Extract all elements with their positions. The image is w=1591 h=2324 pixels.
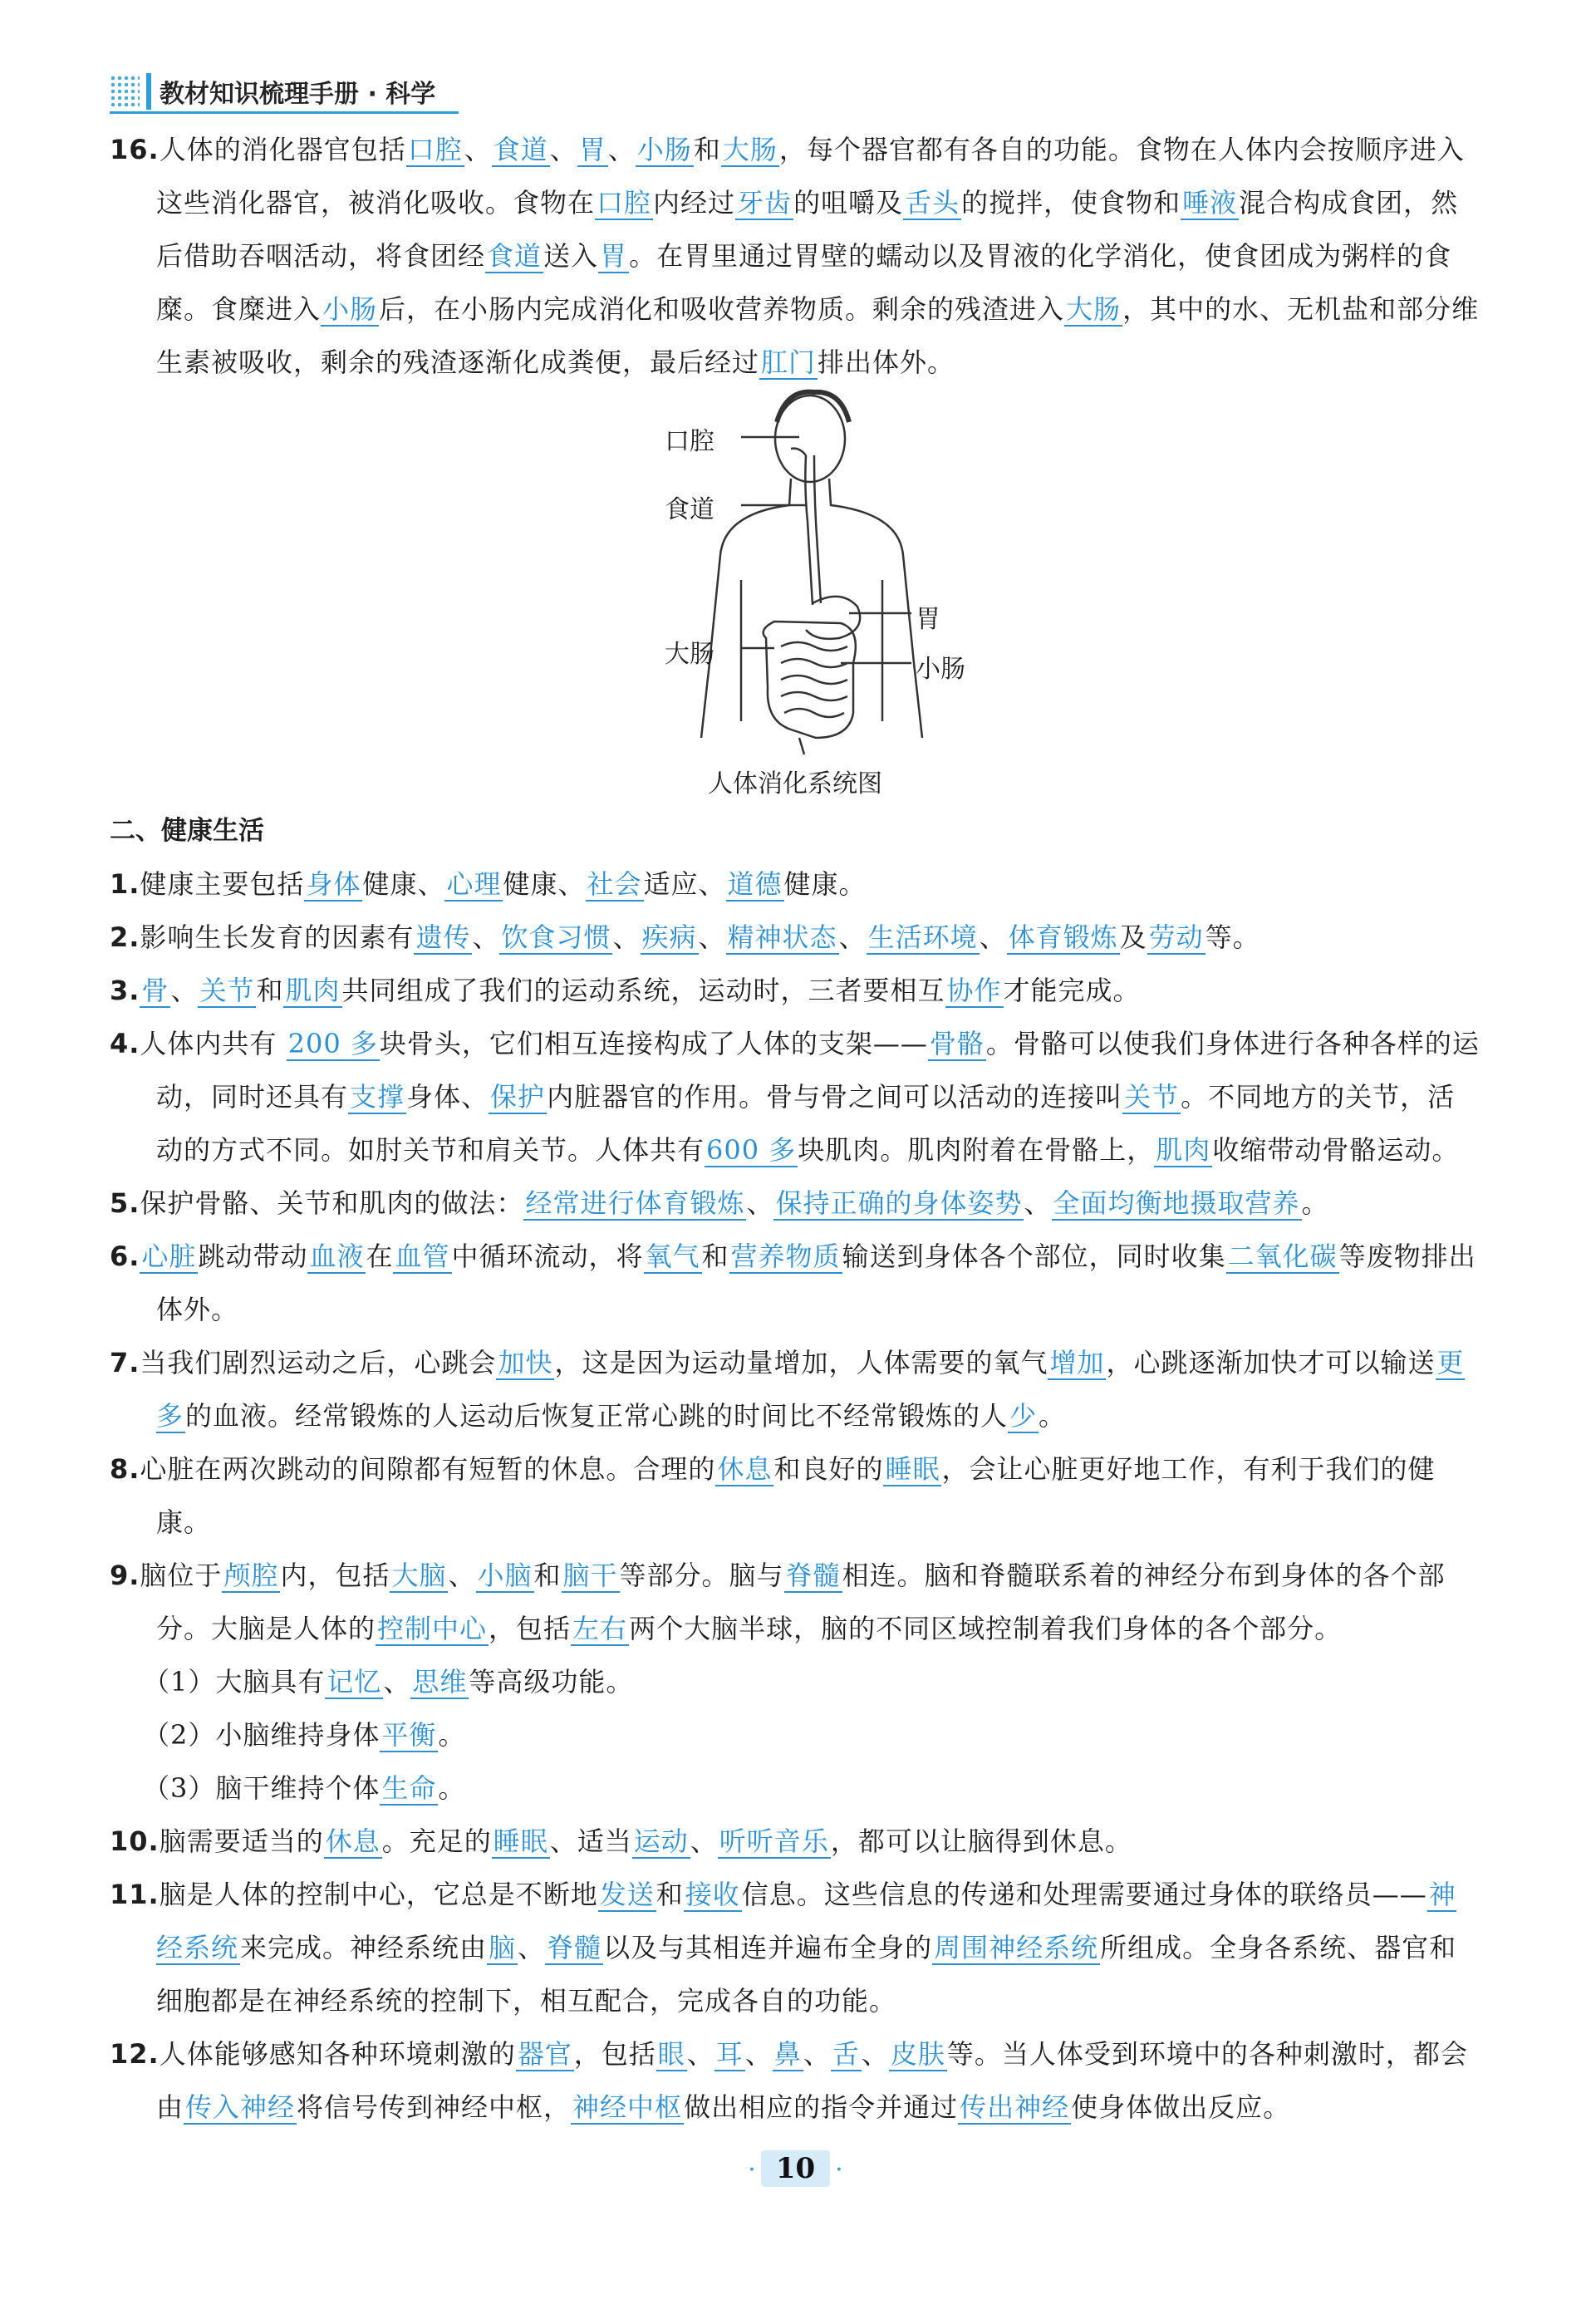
figure-caption: 人体消化系统图 [708, 769, 882, 798]
answer: 身体 [306, 868, 361, 900]
item-3: 3.骨、关节和肌肉共同组成了我们的运动系统，运动时，三者要相互协作才能完成。 [110, 975, 1141, 1006]
answer: 休息 [325, 1825, 381, 1857]
answer: 舌 [832, 2038, 860, 2070]
answer: 神经中枢 [572, 2091, 683, 2123]
answer: 脑干 [562, 1560, 618, 1591]
answer: 听听音乐 [719, 1825, 829, 1857]
answer: 协作 [946, 975, 1002, 1006]
label-mouth: 口腔 [665, 427, 714, 456]
answer: 社会 [587, 868, 642, 900]
answer: 氧气 [645, 1241, 700, 1272]
answer: 睡眠 [885, 1453, 940, 1485]
answer: 保持正确的身体姿势 [775, 1187, 1023, 1219]
answer: 生活环境 [867, 921, 978, 953]
answer: 脊髓 [785, 1560, 841, 1591]
answer: 全面均衡地摄取营养 [1053, 1187, 1300, 1219]
header-underline [110, 111, 459, 114]
answer: 平衡 [381, 1719, 437, 1751]
answer: 皮肤 [890, 2038, 945, 2070]
answer: 关节 [1124, 1081, 1180, 1113]
item-9: 9.脑位于颅腔内，包括大脑、小脑和脑干等部分。脑与脊髓相连。脑和脊髓联系着的神经分布到身体的各个部分。大脑是人体的控制中心，包括左右两个大脑半球，脑的不同区域控制着我们身体的各个部分。 [110, 1560, 1446, 1644]
answer: 接收 [685, 1879, 740, 1910]
answer: 营养物质 [730, 1241, 841, 1272]
answer: 运动 [633, 1825, 689, 1857]
answer: 鼻 [773, 2038, 802, 2070]
page-header [110, 70, 435, 113]
item-11: 11.脑是人体的控制中心，它总是不断地发送和接收信息。这些信息的传递和处理需要通过身体的联络员——神经系统来完成。神经系统由脑、脊髓以及与其相连并遍布全身的周围神经系统所组成。全身各系统、器官和细胞都是在神经系统的控制下，相互配合，完成各自的功能。 [110, 1879, 1457, 2017]
answer: 脊髓 [547, 1932, 602, 1963]
label-small-intestine: 小肠 [916, 655, 965, 684]
answer: 600 多 [706, 1134, 797, 1166]
answer: 遗传 [415, 921, 471, 953]
page-content [110, 123, 1481, 2134]
answer: 记忆 [327, 1666, 382, 1698]
answer: 支撑 [350, 1081, 405, 1113]
answer: 心脏 [141, 1241, 197, 1272]
answer: 肌肉 [285, 975, 341, 1006]
answer: 思维 [412, 1666, 468, 1698]
answer: 休息 [717, 1453, 773, 1485]
item-9-sub-3: （3）脑干维持个体生命。 [143, 1772, 466, 1804]
answer: 大脑 [391, 1560, 447, 1591]
answer: 200 多 [287, 1028, 378, 1059]
item-12: 12.人体能够感知各种环境刺激的器官，包括眼、耳、鼻、舌、皮肤等。当人体受到环境中的各种刺激时，都会由传入神经将信号传到神经中枢，神经中枢做出相应的指令并通过传出神经使身体做出反应。 [110, 2038, 1468, 2123]
answer: 口腔 [597, 187, 652, 219]
answer: 加快 [498, 1347, 553, 1378]
answer: 颅腔 [223, 1560, 279, 1591]
item-2: 2.影响生长发育的因素有遗传、饮食习惯、疾病、精神状态、生活环境、体育锻炼及劳动等。 [110, 921, 1260, 953]
answer: 小肠 [322, 293, 378, 325]
answer: 关节 [199, 975, 255, 1006]
item-1: 1.健康主要包括身体健康、心理健康、社会适应、道德健康。 [110, 868, 867, 900]
answer: 心理 [446, 868, 502, 900]
dot-grid-icon [110, 75, 140, 108]
answer: 道德 [727, 868, 783, 900]
item-10: 10.脑需要适当的休息。充足的睡眠、适当运动、听听音乐，都可以让脑得到休息。 [110, 1825, 1132, 1857]
section-title: 二、健康生活 [110, 816, 264, 846]
item-7: 7.当我们剧烈运动之后，心跳会加快，这是因为运动量增加，人体需要的氧气增加，心跳逐渐加快才可以输送更多的血液。经常锻炼的人运动后恢复正常心跳的时间比不经常锻炼的人少。 [110, 1347, 1465, 1432]
answer: 小脑 [477, 1560, 533, 1591]
answer: 肌肉 [1156, 1134, 1211, 1166]
answer: 增加 [1049, 1347, 1105, 1378]
item-9-sub-1: （1）大脑具有记忆、思维等高级功能。 [143, 1666, 634, 1698]
answer: 唾液 [1182, 187, 1238, 219]
page-number-box: 10 [761, 2150, 830, 2187]
answer: 大肠 [1066, 293, 1122, 325]
answer: 控制中心 [377, 1613, 488, 1644]
body-outline-illustration [110, 389, 1481, 763]
answer: 疾病 [641, 921, 697, 953]
answer: 睡眠 [493, 1825, 548, 1857]
answer: 精神状态 [727, 921, 837, 953]
answer: 器官 [517, 2038, 572, 2070]
answer: 骨骼 [929, 1028, 985, 1059]
answer: 食道 [493, 134, 548, 165]
answer: 保护 [490, 1081, 546, 1113]
answer: 左右 [572, 1613, 628, 1644]
answer: 少 [1009, 1400, 1038, 1432]
answer: 饮食习惯 [501, 921, 611, 953]
label-esophagus: 食道 [665, 495, 714, 524]
answer: 口腔 [407, 134, 463, 165]
answer: 胃 [578, 134, 606, 165]
answer: 肛门 [761, 346, 817, 378]
item-6: 6.心脏跳动带动血液在血管中循环流动，将氧气和营养物质输送到身体各个部位，同时收集二氧化碳等废物排出体外。 [110, 1241, 1476, 1325]
answer: 大肠 [722, 134, 778, 165]
answer: 生命 [381, 1772, 437, 1804]
answer: 骨 [141, 975, 169, 1006]
answer: 眼 [657, 2038, 685, 2070]
digestive-system-figure [110, 389, 1481, 804]
answer: 发送 [599, 1879, 655, 1910]
answer: 血管 [395, 1241, 450, 1272]
answer: 二氧化碳 [1227, 1241, 1338, 1272]
label-stomach: 胃 [916, 605, 940, 634]
answer: 舌头 [905, 187, 960, 219]
answer: 血液 [309, 1241, 365, 1272]
item-16: 16.人体的消化器官包括口腔、食道、胃、小肠和大肠，每个器官都有各自的功能。食物在人体内会按顺序进入这些消化器官，被消化吸收。食物在口腔内经过牙齿的咀嚼及舌头的搅拌，使食物和唾液混合构成食团，然后借助吞咽活动，将食团经食道送入胃。在胃里通过胃壁的蠕动以及胃液的化学消化，使食团成为粥样的食糜。食糜进入小肠后，在小肠内完成消化和吸收营养物质。剩余的残渣进入大肠，其中的水、无机盐和部分维生素被吸收，剩余的残渣逐渐化成粪便，最后经过肛门排出体外。 [110, 134, 1480, 378]
answer: 更多 [156, 1347, 1465, 1432]
answer: 胃 [600, 240, 628, 272]
answer: 小肠 [636, 134, 692, 165]
answer: 神经系统 [156, 1879, 1456, 1963]
answer: 周围神经系统 [934, 1932, 1099, 1963]
answer: 劳动 [1148, 921, 1204, 953]
label-large-intestine: 大肠 [665, 640, 714, 669]
header-accent-bar [146, 73, 151, 110]
answer: 食道 [487, 240, 543, 272]
item-8: 8.心脏在两次跳动的间隙都有短暂的休息。合理的休息和良好的睡眠，会让心脏更好地工作，有利于我们的健康。 [110, 1453, 1436, 1538]
item-5: 5.保护骨骼、关节和肌肉的做法：经常进行体育锻炼、保持正确的身体姿势、全面均衡地摄取营养。 [110, 1187, 1329, 1219]
item-9-sub-2: （2）小脑维持身体平衡。 [143, 1719, 466, 1751]
answer: 传出神经 [960, 2091, 1070, 2123]
answer: 经常进行体育锻炼 [525, 1187, 745, 1219]
answer: 耳 [715, 2038, 744, 2070]
answer: 脑 [489, 1932, 517, 1963]
answer: 传入神经 [185, 2091, 296, 2123]
answer: 体育锻炼 [1008, 921, 1118, 953]
header-title: 教材知识梳理手册 · 科学 [160, 80, 436, 109]
answer: 牙齿 [737, 187, 793, 219]
page-number: · 10 · [748, 2152, 843, 2185]
item-4: 4.人体内共有 200 多块骨头，它们相互连接构成了人体的支架——骨骼。骨骼可以使我们身体进行各种各样的运动，同时还具有支撑身体、保护内脏器官的作用。骨与骨之间可以活动的连接叫关节。不同地方的关节，活动的方式不同。如肘关节和肩关节。人体共有600 多块肌肉。肌肉附着在骨骼上，肌肉收缩带动骨骼运动。 [110, 1028, 1480, 1166]
